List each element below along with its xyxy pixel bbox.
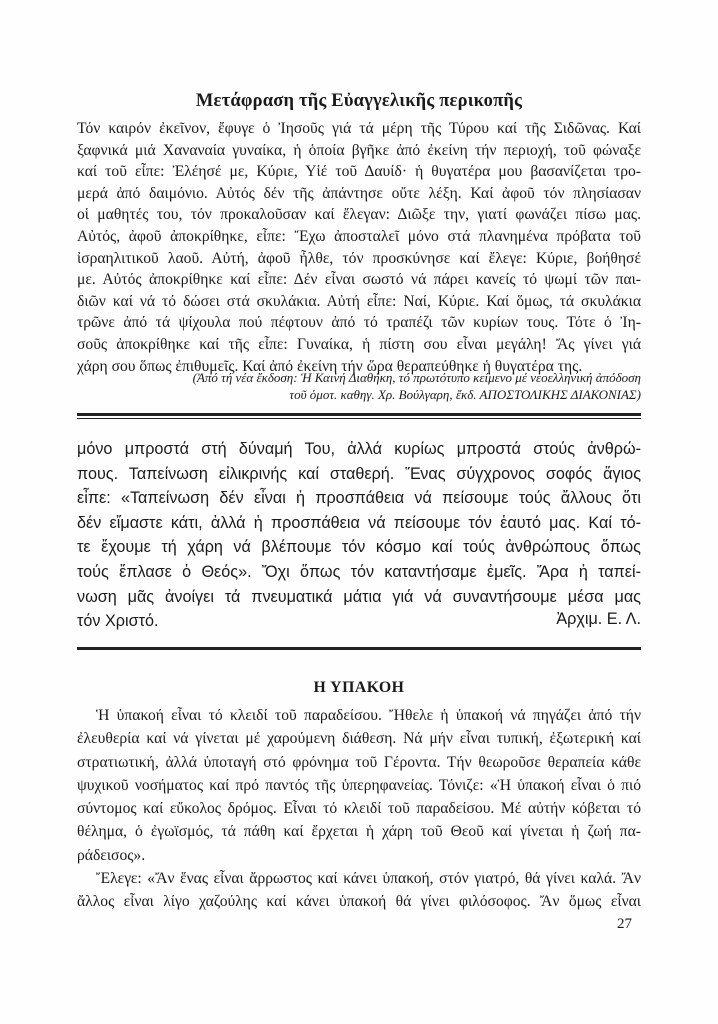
author-signature: Ἀρχιμ. Ε. Λ. <box>556 610 641 628</box>
text-line: στρατιωτική, ἀλλά ὑποταγή στό φρόνημα τοῦ Γέροντα. Τήν θεωροῦσε θεραπεία κάθε <box>77 753 641 771</box>
gospel-translation-paragraph <box>77 118 641 377</box>
text-line: θέλημα, ὁ ἐγωϊσμός, τά πάθη καί ἔρχεται ἡ χάρη τοῦ Θεοῦ καί γίνεται ἡ ζωή πα- <box>77 823 641 841</box>
text-line: χάρη σου ὅπως ἐπιθυμεῖς. Καί ἀπό ἐκείνη τήν ὥρα θεραπεύθηκε ἡ θυγατέρα της. <box>77 357 583 375</box>
humility-paragraph <box>77 437 641 634</box>
section-divider-rule <box>77 647 641 650</box>
text-line: εἶπε: «Ταπείνωση δέν εἶναι ἡ προσπάθεια νά πείσουμε τούς ἄλλους ὅτι <box>77 489 641 508</box>
citation-line: τοῦ ὁμοτ. καθηγ. Χρ. Βούλγαρη, ἔκδ. ΑΠΟΣΤΟΛΙΚΗΣ ΔΙΑΚΟΝΙΑΣ) <box>289 387 641 402</box>
text-line: μόνο μπροστά στή δύναμή Του, ἀλλά κυρίως μπροστά στούς ἀνθρώ- <box>77 440 641 458</box>
text-line: μερά ἀπό δαιμόνιο. Αὐτός δέν τῆς ἀπάντησε οὔτε λέξη. Καί ἀφοῦ τόν πλησίασαν <box>77 184 641 202</box>
text-line: καί τοῦ εἶπε: Ἐλέησέ με, Κύριε, Υἱέ τοῦ Δαυίδ· ἡ θυγατέρα μου βασανίζεται τρο- <box>77 163 641 181</box>
text-line: ἐλευθερία καί νά γίνεται μέ χαρούμενη διάθεση. Νά μήν εἶναι τυπική, ἐξωτερική καί <box>77 730 641 748</box>
text-line: πους. Ταπείνωση εἰλικρινής καί σταθερή. Ἕνας σύγχρονος σοφός ἅγιος <box>77 464 641 483</box>
text-line: ράδεισος». <box>77 846 146 864</box>
section-title-obedience: Η ΥΠΑΚΟΗ <box>313 679 405 696</box>
citation-line: (Ἀπό τή νέα ἔκδοση: Ἡ Καινή Διαθήκη, τό πρωτότυπο κείμενο μέ νεοελληνική ἀπόδοση <box>192 370 641 385</box>
double-rule-thick <box>77 413 641 416</box>
double-rule-thin <box>77 418 641 419</box>
text-line: σοῦς ἀποκρίθηκε καί τῆς εἶπε: Γυναίκα, ἡ πίστη σου εἶναι μεγάλη! Ἄς γίνει γιά <box>77 335 641 353</box>
section-title-gospel-translation: Μετάφραση τῆς Εὐαγγελικῆς περικοπῆς <box>195 91 523 111</box>
page-number: 27 <box>617 916 632 932</box>
text-line: ξαφνικά μιά Χαναναία γυναίκα, ἡ ὁποία βγῆκε ἀπό ἐκείνη τήν περιοχή, τοῦ φώναξε <box>77 141 641 159</box>
text-line: τε ἔχουμε τή χάρη νά βλέπουμε τόν κόσμο καί τούς ἀνθρώπους ὅπως <box>77 538 641 557</box>
text-line: ἰσραηλιτικοῦ λαοῦ. Αὐτή, ἀφοῦ ἦλθε, τόν προσκύνησε καί ἔλεγε: Κύριε, βοήθησέ <box>77 249 641 267</box>
text-line: ψυχικοῦ νοσήματος καί πρό παντός τῆς ὑπερηφανείας. Τόνιζε: «Ἡ ὑπακοή εἶναι ὁ πιό <box>77 776 641 794</box>
text-line: τούς ἔπλασε ὁ Θεός». Ὄχι ὅπως τόν καταντήσαμε ἐμεῖς. Ἄρα ἡ ταπεί- <box>77 562 641 581</box>
text-line: σύντομος καί εὔκολος δρόμος. Εἶναι τό κλειδί τοῦ παραδείσου. Μέ αὐτήν κόβεται τό <box>77 800 641 818</box>
text-line: διῶν καί νά τό δώσει στά σκυλάκια. Αὐτή εἶπε: Ναί, Κύριε. Καί ὅμως, τά σκυλάκια <box>77 292 641 310</box>
text-line: νωση μᾶς ἀνοίγει τά πνευματικά μάτια γιά νά συναντήσουμε μέσα μας <box>77 587 641 606</box>
text-line: Ἔλεγε: «Ἄν ἕνας εἶναι ἄρρωστος καί κάνει ὑπακοή, στόν γιατρό, θά γίνει καλά. Ἄν <box>96 870 641 888</box>
text-line: τρῶνε ἀπό τά ψίχουλα πού πέφτουν ἀπό τό τραπέζι τῶν κυρίων τους. Τότε ὁ Ἰη- <box>77 314 641 332</box>
source-citation <box>77 369 641 403</box>
text-line: τόν Χριστό. <box>77 612 159 631</box>
text-line: με. Αὐτός ἀποκρίθηκε καί εἶπε: Δέν εἶναι σωστό νά πάρει κανείς τό ψωμί τῶν παι- <box>77 271 641 289</box>
text-line: δέν εἴμαστε κάτι, ἀλλά ἡ προσπάθεια νά πείσουμε τόν ἑαυτό μας. Καί τό- <box>77 513 641 532</box>
text-line: Τόν καιρόν ἐκεῖνον, ἔφυγε ὁ Ἰησοῦς γιά τά μέρη τῆς Τύρου καί τῆς Σιδῶνας. Καί <box>77 120 641 137</box>
obedience-paragraph <box>77 704 641 914</box>
text-line: οἱ μαθητές του, τόν προκαλοῦσαν καί ἔλεγαν: Διῶξε την, γιατί φωνάζει πίσω μας. <box>77 206 641 224</box>
text-line: ἄλλος εἶναι λίγο χαζούλης καί κάνει ὑπακοή θά γίνει φιλόσοφος. Ἄν ὅμως εἶναι <box>77 893 641 911</box>
text-line: Ἡ ὑπακοή εἶναι τό κλειδί τοῦ παραδείσου. Ἤθελε ἡ ὑπακοή νά πηγάζει ἀπό τήν <box>96 707 641 724</box>
text-line: Αὐτός, ἀφοῦ ἀποκρίθηκε, εἶπε: Ἔχω ἀποσταλεῖ μόνο στά πλανημένα πρόβατα τοῦ <box>77 227 641 245</box>
